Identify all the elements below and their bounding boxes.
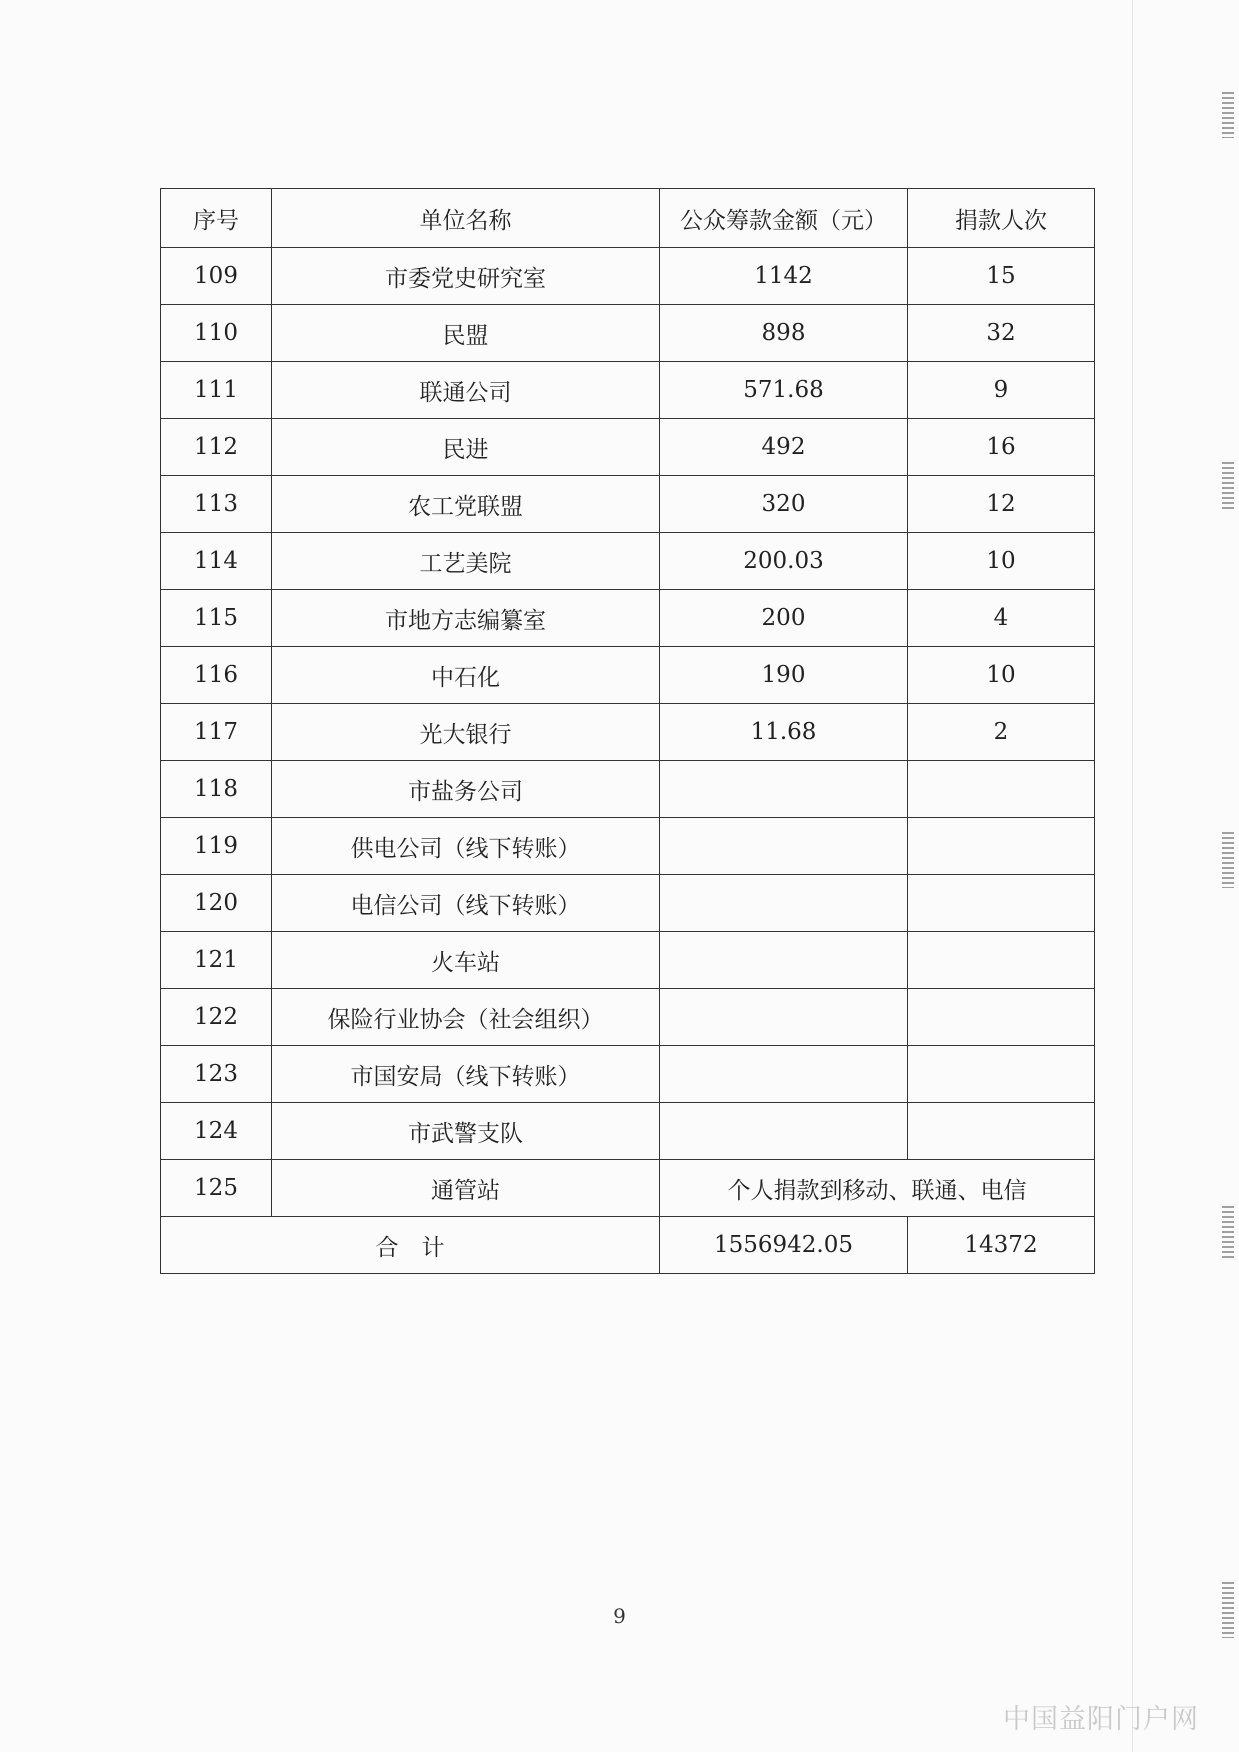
cell-donor-count: 12	[908, 476, 1095, 533]
cell-donor-count	[908, 875, 1095, 932]
cell-serial-number: 123	[161, 1046, 272, 1103]
cell-donation-amount	[660, 1046, 908, 1103]
cell-donor-count: 32	[908, 305, 1095, 362]
cell-donation-amount: 200.03	[660, 533, 908, 590]
page-edge-line	[1132, 0, 1133, 1752]
cell-serial-number: 124	[161, 1103, 272, 1160]
cell-serial-number: 116	[161, 647, 272, 704]
cell-unit-name: 市盐务公司	[272, 761, 660, 818]
cell-unit-name: 中石化	[272, 647, 660, 704]
cell-unit-name: 火车站	[272, 932, 660, 989]
scan-mark	[1222, 832, 1234, 888]
header-donor-count: 捐款人次	[908, 189, 1095, 248]
total-label: 合 计	[161, 1217, 660, 1274]
cell-donation-amount: 200	[660, 590, 908, 647]
cell-merged-note: 个人捐款到移动、联通、电信	[660, 1160, 1095, 1217]
cell-unit-name: 市委党史研究室	[272, 248, 660, 305]
table-row	[161, 533, 1095, 590]
cell-unit-name: 通管站	[272, 1160, 660, 1217]
cell-serial-number: 114	[161, 533, 272, 590]
total-amount: 1556942.05	[660, 1217, 908, 1274]
cell-unit-name: 供电公司（线下转账）	[272, 818, 660, 875]
table-row	[161, 875, 1095, 932]
scan-mark	[1222, 92, 1234, 138]
cell-unit-name: 工艺美院	[272, 533, 660, 590]
cell-unit-name: 市武警支队	[272, 1103, 660, 1160]
cell-unit-name: 市地方志编纂室	[272, 590, 660, 647]
cell-unit-name: 保险行业协会（社会组织）	[272, 989, 660, 1046]
header-serial-number: 序号	[161, 189, 272, 248]
table-row	[161, 248, 1095, 305]
scan-mark	[1222, 462, 1234, 510]
cell-serial-number: 110	[161, 305, 272, 362]
table-row	[161, 419, 1095, 476]
table-row	[161, 362, 1095, 419]
cell-donation-amount: 11.68	[660, 704, 908, 761]
table-row-merged	[161, 1160, 1095, 1217]
table-row	[161, 1103, 1095, 1160]
cell-unit-name: 电信公司（线下转账）	[272, 875, 660, 932]
scan-mark	[1222, 1206, 1234, 1258]
cell-unit-name: 市国安局（线下转账）	[272, 1046, 660, 1103]
table-row	[161, 305, 1095, 362]
table-row	[161, 761, 1095, 818]
cell-serial-number: 113	[161, 476, 272, 533]
cell-unit-name: 民进	[272, 419, 660, 476]
cell-donor-count: 4	[908, 590, 1095, 647]
total-count: 14372	[908, 1217, 1095, 1274]
cell-donor-count	[908, 1046, 1095, 1103]
table-row	[161, 647, 1095, 704]
cell-donation-amount	[660, 1103, 908, 1160]
cell-serial-number: 117	[161, 704, 272, 761]
table-body	[161, 248, 1095, 1274]
cell-donation-amount	[660, 761, 908, 818]
page-number: 9	[613, 1604, 626, 1628]
cell-donor-count	[908, 761, 1095, 818]
table-header-row	[161, 189, 1095, 248]
table-row	[161, 989, 1095, 1046]
cell-serial-number: 115	[161, 590, 272, 647]
cell-donor-count: 16	[908, 419, 1095, 476]
table-row	[161, 476, 1095, 533]
cell-serial-number: 120	[161, 875, 272, 932]
header-unit-name: 单位名称	[272, 189, 660, 248]
watermark: 中国益阳门户网	[1003, 1704, 1199, 1735]
table-row	[161, 704, 1095, 761]
table-row	[161, 818, 1095, 875]
cell-donation-amount: 571.68	[660, 362, 908, 419]
cell-serial-number: 119	[161, 818, 272, 875]
cell-serial-number: 112	[161, 419, 272, 476]
cell-donor-count: 10	[908, 647, 1095, 704]
cell-donor-count	[908, 818, 1095, 875]
table-total-row	[161, 1217, 1095, 1274]
cell-donation-amount	[660, 875, 908, 932]
cell-donor-count: 9	[908, 362, 1095, 419]
cell-serial-number: 109	[161, 248, 272, 305]
donation-table	[160, 188, 1095, 1274]
cell-donor-count	[908, 932, 1095, 989]
cell-donation-amount: 190	[660, 647, 908, 704]
table-row	[161, 932, 1095, 989]
cell-unit-name: 民盟	[272, 305, 660, 362]
cell-donation-amount: 320	[660, 476, 908, 533]
header-donation-amount: 公众筹款金额（元）	[660, 189, 908, 248]
cell-serial-number: 111	[161, 362, 272, 419]
cell-donation-amount: 1142	[660, 248, 908, 305]
cell-donation-amount	[660, 989, 908, 1046]
cell-donation-amount: 492	[660, 419, 908, 476]
cell-serial-number: 122	[161, 989, 272, 1046]
cell-donor-count: 2	[908, 704, 1095, 761]
cell-donor-count	[908, 1103, 1095, 1160]
cell-serial-number: 118	[161, 761, 272, 818]
cell-serial-number: 125	[161, 1160, 272, 1217]
cell-donation-amount	[660, 818, 908, 875]
cell-unit-name: 联通公司	[272, 362, 660, 419]
cell-unit-name: 光大银行	[272, 704, 660, 761]
table-row	[161, 1046, 1095, 1103]
cell-donor-count: 15	[908, 248, 1095, 305]
cell-unit-name: 农工党联盟	[272, 476, 660, 533]
cell-donation-amount: 898	[660, 305, 908, 362]
cell-donor-count: 10	[908, 533, 1095, 590]
cell-donation-amount	[660, 932, 908, 989]
table-row	[161, 590, 1095, 647]
cell-serial-number: 121	[161, 932, 272, 989]
cell-donor-count	[908, 989, 1095, 1046]
